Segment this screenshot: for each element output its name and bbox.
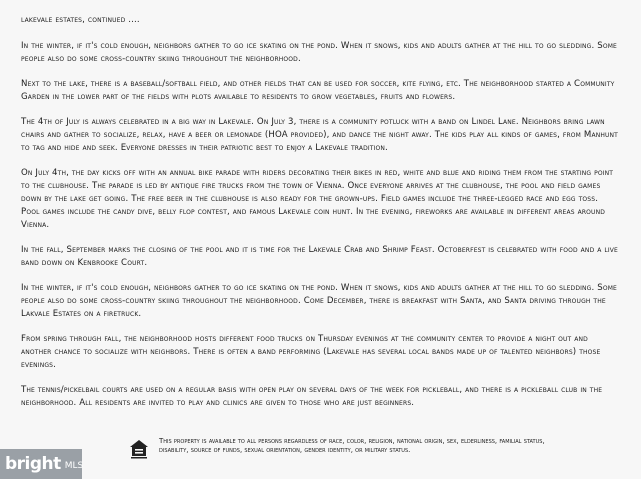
paragraph-winter-december: In the winter, if it's cold enough, neighbors gather to go ice skating on the pond. When it snows, kids and adults gather at the hill to go sledding. Some people also do some cross-country skiing throughout the neighborhood. Come December, there is breakfast with Santa, and Santa driving through the Lakvale Estates on a firetruck.: [21, 283, 617, 319]
paragraph-tennis: The tennis/pickelbail courts are used on a regular basis with open play on several days of the week for pickleball, and there is a pickleball club in the neighborhood. All residents are invited to play and clinics are given to those who are just beginners.: [21, 385, 603, 408]
fair-housing-disclaimer: This property is available to all persons regardless of race, color, religion, national origin, sex, elderliness, familial status, disability, source of funds, sexual orientation, gender identity, or military status.: [159, 437, 545, 454]
bright-mls-watermark: [0, 449, 82, 479]
paragraph-winter: In the winter, if it's cold enough, neighbors gather to go ice skating on the pond. When it snows, kids and adults gather at the hill to go sledding. Some people also do some cross-country skiing throughout the neighborhood.: [21, 41, 617, 64]
mls-logo-text: MLS: [64, 460, 84, 471]
bright-logo-text: bright: [5, 454, 61, 474]
document-body: [21, 14, 619, 422]
equal-housing-opportunity-icon: [127, 437, 151, 461]
paragraph-july-3: The 4th of July is always celebrated in a big way in Lakevale. On July 3, there is a community potluck with a band on Lindel Lane. Neighbors bring lawn chairs and gather to socialize, relax, have a beer or lemonade (HOA provided), and dance the night away. The kids play all kinds of games, from Manhunt to tag and hide and seek. Everyone dresses in their patriotic best to enjoy a Lakevale tradition.: [21, 117, 618, 153]
paragraph-fall: In the fall, September marks the closing of the pool and it is time for the Lakevale Crab and Shrimp Feast. Octoberfest is celebrated with food and a live band down on Kenbrooke Court.: [21, 245, 618, 268]
paragraph-fields: Next to the lake, there is a baseball/softball field, and other fields that can be used for soccer, kite flying, etc. The neighborhood started a Community Garden in the lower part of the fields with plots available to residents to grow vegetables, fruits and flowers.: [21, 79, 615, 102]
fair-housing-footer: [127, 437, 597, 461]
paragraph-july-4: On July 4th, the day kicks off with an annual bike parade with riders decorating their bikes in red, white and blue and riding them from the starting point to the clubhouse. The parade is led by antique fire trucks from the town of Vienna. Once everyone arrives at the clubhouse, the pool and field games down by the lake get going. The free beer in the clubhouse is also ready for the grown-ups. Field games include the three-legged race and egg toss. Pool games include the candy dive, belly flop contest, and famous Lakevale coin hunt. In the evening, fireworks are available in different areas around Vienna.: [21, 168, 614, 230]
paragraph-food-trucks: From spring through fall, the neighborhood hosts different food trucks on Thursday evenings at the community center to provide a night out and another chance to socialize with neighbors. There is often a band performing (Lakevale has several local bands made up of talented neighbors) those evenings.: [21, 334, 601, 370]
document-heading: lakevale estates, continued ....: [21, 15, 140, 25]
